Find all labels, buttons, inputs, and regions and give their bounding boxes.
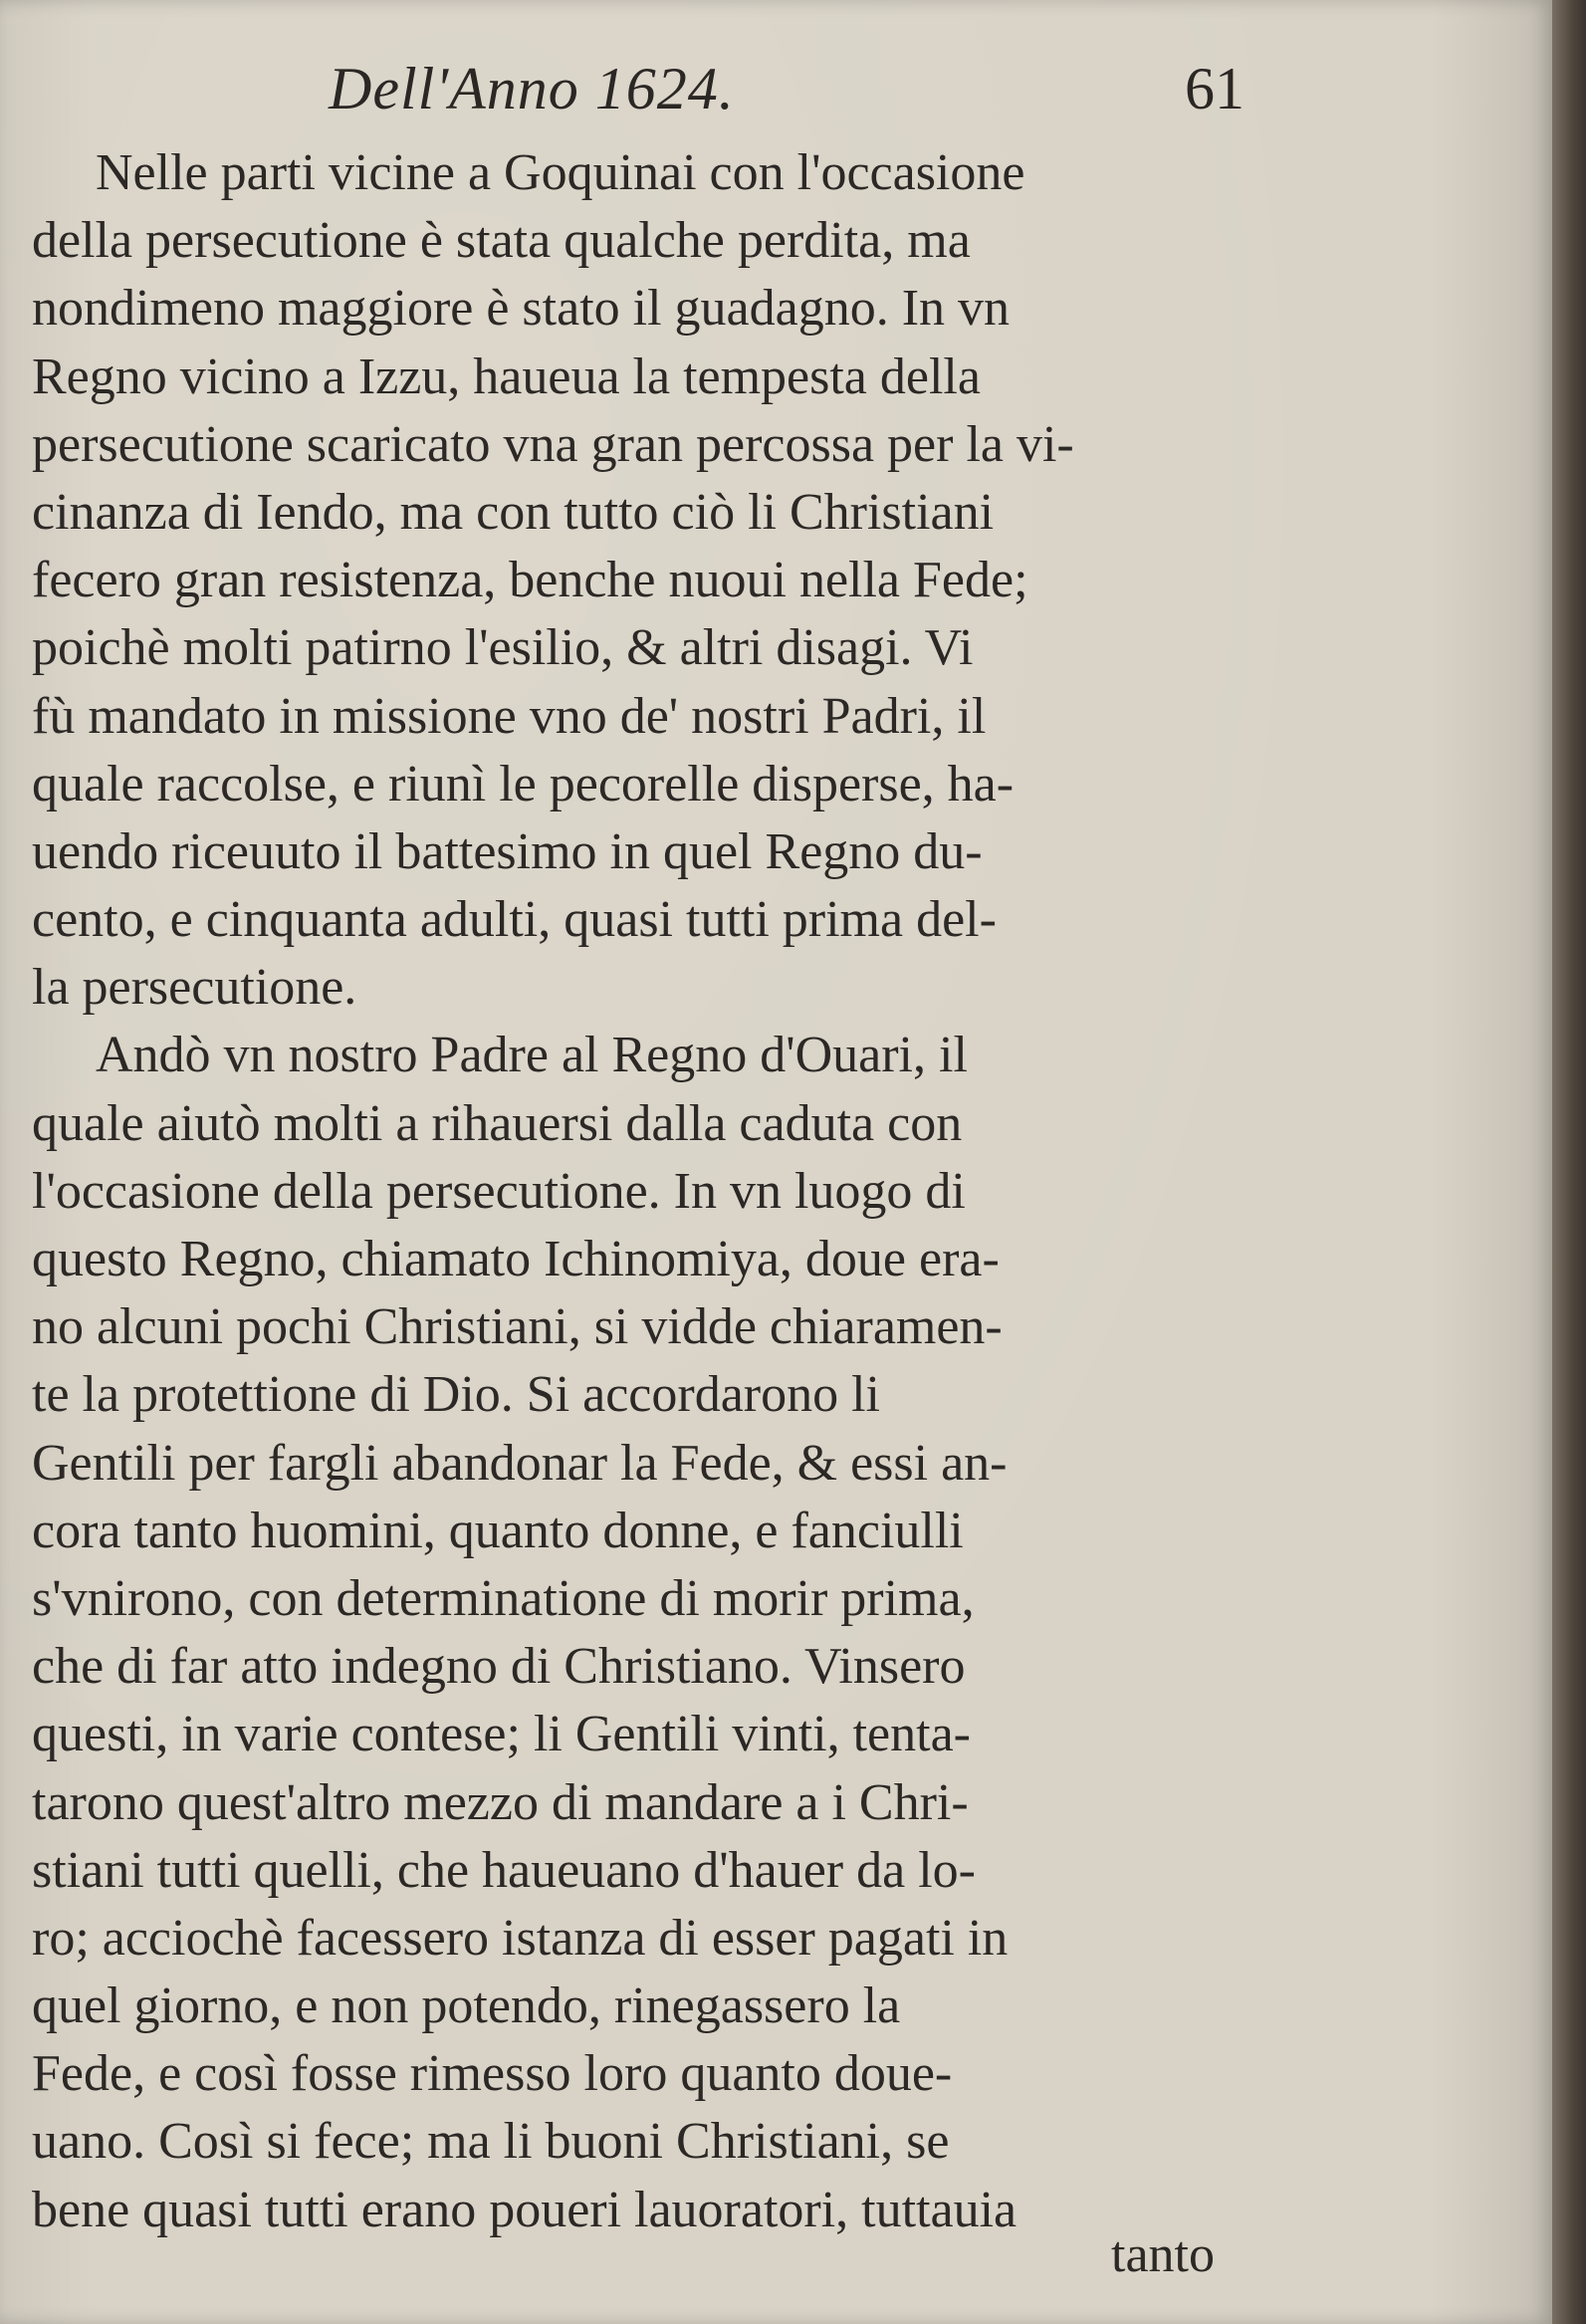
text-line: no alcuni pochi Christiani, si vidde chiaramen-	[32, 1298, 1003, 1356]
body-text	[32, 139, 1251, 2244]
text-line: s'vnirono, con determinatione di morir prima,	[32, 1569, 975, 1627]
text-line: tarono quest'altro mezzo di mandare a i Chri-	[32, 1773, 969, 1831]
text-line: questo Regno, chiamato Ichinomiya, doue era-	[32, 1231, 1000, 1287]
running-title: Dell'Anno 1624.	[329, 56, 735, 121]
text-line: uendo riceuuto il battesimo in quel Regno du-	[32, 822, 983, 880]
text-line: Fede, e così fosse rimesso loro quanto doue-	[32, 2045, 953, 2103]
text-line: la persecutione.	[32, 959, 357, 1017]
text-line: l'occasione della persecutione. In vn luogo di	[32, 1162, 966, 1220]
text-line: persecutione scaricato vna gran percossa per la vi-	[32, 415, 1074, 473]
page-edge	[1552, 0, 1586, 2324]
text-line: Andò vn nostro Padre al Regno d'Ouari, il	[96, 1027, 968, 1084]
text-line: cora tanto huomini, quanto donne, e fanciulli	[32, 1502, 964, 1559]
text-line: che di far atto indegno di Christiano. Vinsero	[32, 1638, 966, 1696]
text-line: quale aiutò molti a rihauersi dalla caduta con	[32, 1094, 963, 1152]
page-header	[329, 55, 1245, 134]
text-line: fù mandato in missione vno de' nostri Padri, il	[32, 687, 987, 745]
text-line: cento, e cinquanta adulti, quasi tutti prima del-	[32, 891, 997, 949]
text-line: della persecutione è stata qualche perdita, ma	[32, 212, 971, 270]
text-line: stiani tutti quelli, che haueuano d'hauer da lo-	[32, 1841, 976, 1899]
text-line: cinanza di Iendo, ma con tutto ciò li Christiani	[32, 483, 995, 541]
text-line: quale raccolse, e riunì le pecorelle disperse, ha-	[32, 755, 1015, 813]
text-line: nondimeno maggiore è stato il guadagno. In vn	[32, 280, 1011, 338]
text-line: questi, in varie contese; li Gentili vinti, tenta-	[32, 1706, 971, 1763]
text-line: Regno vicino a Izzu, haueua la tempesta della	[32, 348, 981, 405]
text-line: ro; acciochè facessero istanza di esser pagati in	[32, 1909, 1009, 1967]
page-number: 61	[1185, 56, 1245, 121]
text-line: Nelle parti vicine a Goquinai con l'occasione	[96, 144, 1025, 201]
text-line: poichè molti patirno l'esilio, & altri disagi. Vi	[32, 619, 974, 677]
text-line: te la protettione di Dio. Si accordarono li	[32, 1366, 880, 1424]
text-line: bene quasi tutti erano poueri lauoratori, tuttauia	[32, 2181, 1018, 2238]
catchword: tanto	[1111, 2226, 1215, 2283]
text-line: quel giorno, e non potendo, rinegassero la	[32, 1977, 901, 2035]
text-line: uano. Così si fece; ma li buoni Christiani, se	[32, 2113, 950, 2171]
text-line: Gentili per fargli abandonar la Fede, & essi an-	[32, 1434, 1008, 1492]
text-line: fecero gran resistenza, benche nuoui nella Fede;	[32, 552, 1028, 609]
